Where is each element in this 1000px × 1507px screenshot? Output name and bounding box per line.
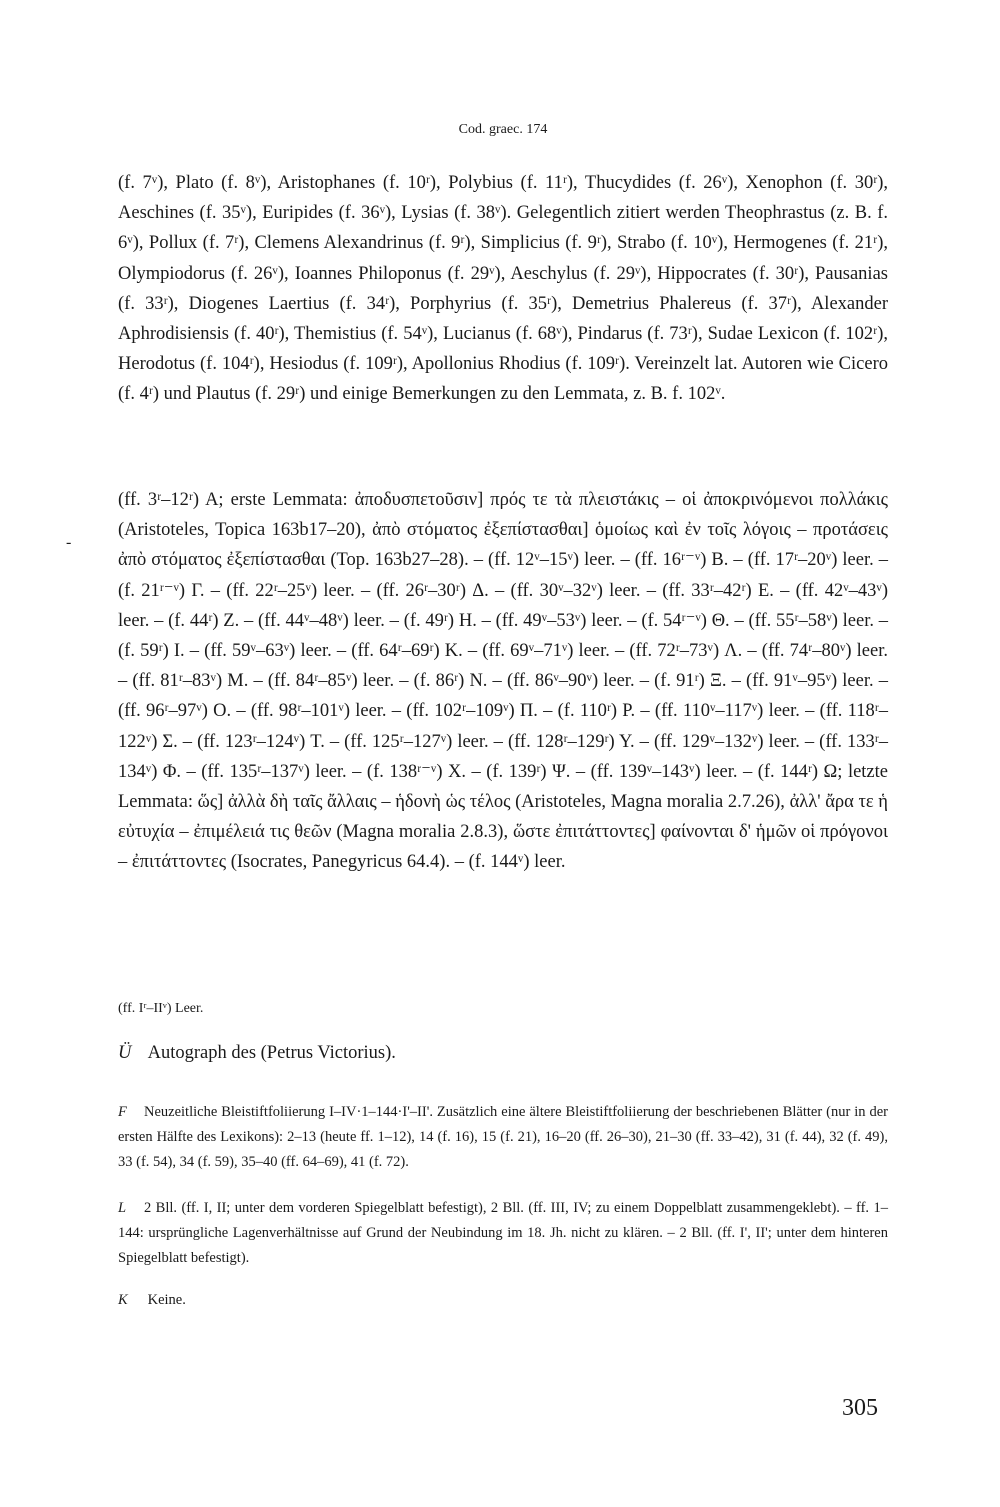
entry-siglum: F bbox=[118, 1104, 127, 1120]
entry-siglum: L bbox=[118, 1200, 127, 1216]
entry-k-keine bbox=[118, 1292, 888, 1309]
running-head: Cod. graec. 174 bbox=[458, 122, 548, 137]
entry-u-autograph bbox=[118, 1043, 888, 1064]
paragraph-lemmata-contents: (ff. 3ʳ–12ʳ) A; erste Lemmata: ἀποδυσπετοῦσιν] πρός τε τὰ πλειστάκις – οἱ ἀποκρινόμενοι πολλάκις (Aristoteles, Topica 163b17–20), ἀπὸ στόματος ἐξεπίστασθαι] ὁμοίως καὶ ἐν τοῖς λόγοις – προτάσεις ἀπὸ στόματος ἐξεπίστασθαι (Top. 163b27–28). – (ff. 12ᵛ–15ᵛ) leer. – (ff. 16ʳ⁻ᵛ) B. – (ff. 17ʳ–20ᵛ) leer. – (f. 21ʳ⁻ᵛ) Γ. – (ff. 22ʳ–25ᵛ) leer. – (ff. 26ʳ–30ʳ) Δ. – (ff. 30ᵛ–32ᵛ) leer. – (ff. 33ʳ–42ʳ) E. – (ff. 42ᵛ–43ᵛ) leer. – (f. 44ʳ) Z. – (ff. 44ᵛ–48ᵛ) leer. – (f. 49ʳ) H. – (ff. 49ᵛ–53ᵛ) leer. – (f. 54ʳ⁻ᵛ) Θ. – (ff. 55ʳ–58ᵛ) leer. – (f. 59ʳ) I. – (ff. 59ᵛ–63ᵛ) leer. – (ff. 64ʳ–69ʳ) K. – (ff. 69ᵛ–71ᵛ) leer. – (ff. 72ʳ–73ᵛ) Λ. – (ff. 74ʳ–80ᵛ) leer. – (ff. 81ʳ–83ᵛ) M. – (ff. 84ʳ–85ᵛ) leer. – (f. 86ʳ) N. – (ff. 86ᵛ–90ᵛ) leer. – (f. 91ʳ) Ξ. – (ff. 91ᵛ–95ᵛ) leer. – (ff. 96ʳ–97ᵛ) O. – (ff. 98ʳ–101ᵛ) leer. – (ff. 102ʳ–109ᵛ) Π. – (f. 110ʳ) P. – (ff. 110ᵛ–117ᵛ) leer. – (ff. 118ʳ–122ᵛ) Σ. – (ff. 123ʳ–124ᵛ) T. – (ff. 125ʳ–127ᵛ) leer. – (ff. 128ʳ–129ʳ) Y. – (ff. 129ᵛ–132ᵛ) leer. – (ff. 133ʳ–134ᵛ) Φ. – (ff. 135ʳ–137ᵛ) leer. – (f. 138ʳ⁻ᵛ) X. – (f. 139ʳ) Ψ. – (ff. 139ᵛ–143ᵛ) leer. – (f. 144ʳ) Ω; letzte Lemmata: ὥς] ἀλλὰ δὴ ταῖς ἄλλαις – ἡδονὴ ὡς τέλος (Aristoteles, Magna moralia 2.7.26), ἀλλ' ἄρα τε ἡ εὐτυχία – ἐπιμέλειά τις θεῶν (Magna moralia 2.8.3), ὥστε ἐπιτάττοντες] φαίνονται δ' ἡμῶν οἱ πρόγονοι – ἐπιτάττοντες (Isocrates, Panegyricus 64.4). – (f. 144ᵛ) leer. bbox=[118, 490, 888, 873]
entry-siglum: K bbox=[118, 1292, 128, 1308]
entry-l-lagen bbox=[118, 1196, 888, 1271]
leer-note: (ff. Iʳ–IIᵛ) Leer. bbox=[118, 1001, 204, 1016]
entry-text: Keine. bbox=[147, 1292, 186, 1308]
paragraph-authors-cited: (f. 7ᵛ), Plato (f. 8ᵛ), Aristophanes (f. 10ʳ), Polybius (f. 11ʳ), Thucydides (f. 26ᵛ), Xenophon (f. 30ʳ), Aeschines (f. 35ᵛ), Euripides (f. 36ᵛ), Lysias (f. 38ᵛ). Gelegentlich zitiert werden Theophrastus (z. B. f. 6ᵛ), Pollux (f. 7ʳ), Clemens Alexandrinus (f. 9ʳ), Simplicius (f. 9ʳ), Strabo (f. 10ᵛ), Hermogenes (f. 21ʳ), Olympiodorus (f. 26ᵛ), Ioannes Philoponus (f. 29ᵛ), Aeschylus (f. 29ᵛ), Hippocrates (f. 30ʳ), Pausanias (f. 33ʳ), Diogenes Laertius (f. 34ʳ), Porphyrius (f. 35ʳ), Demetrius Phalereus (f. 37ʳ), Alexander Aphrodisiensis (f. 40ʳ), Themistius (f. 54ᵛ), Lucianus (f. 68ᵛ), Pindarus (f. 73ʳ), Sudae Lexicon (f. 102ʳ), Herodotus (f. 104ʳ), Hesiodus (f. 109ʳ), Apollonius Rhodius (f. 109ʳ). Vereinzelt lat. Autoren wie Cicero (f. 4ʳ) und Plautus (f. 29ʳ) und einige Bemerkungen zu den Lemmata, z. B. f. 102ᵛ. bbox=[118, 173, 888, 405]
entry-text: 2 Bll. (ff. I, II; unter dem vorderen Spiegelblatt befestigt), 2 Bll. (ff. III, IV; zu einem Doppelblatt zusammengeklebt). – ff. 1–144: ursprüngliche Lagenverhältnisse auf Grund der Neubindung im 18. Jh. nicht zu klären. – 2 Bll. (ff. I', II'; unter dem hinteren Spiegelblatt befestigt). bbox=[118, 1200, 888, 1266]
entry-text: Autograph des (Petrus Victorius). bbox=[147, 1043, 396, 1063]
entry-text: Neuzeitliche Bleistiftfoliierung I–IV·1–144·I'–II'. Zusätzlich eine ältere Bleistiftfoliierung der beschriebenen Blätter (nur in der ersten Hälfte des Lexikons): 2–13 (heute ff. 1–12), 14 (f. 16), 15 (f. 21), 16–20 (ff. 26–30), 21–30 (ff. 33–42), 31 (f. 44), 32 (f. 49), 33 (f. 54), 34 (f. 59), 35–40 (ff. 64–69), 41 (f. 72). bbox=[118, 1104, 888, 1170]
page-number: 305 bbox=[842, 1395, 878, 1421]
entry-f-foliierung bbox=[118, 1100, 888, 1175]
margin-mark: - bbox=[66, 534, 72, 551]
entry-siglum: Ü bbox=[118, 1043, 132, 1063]
